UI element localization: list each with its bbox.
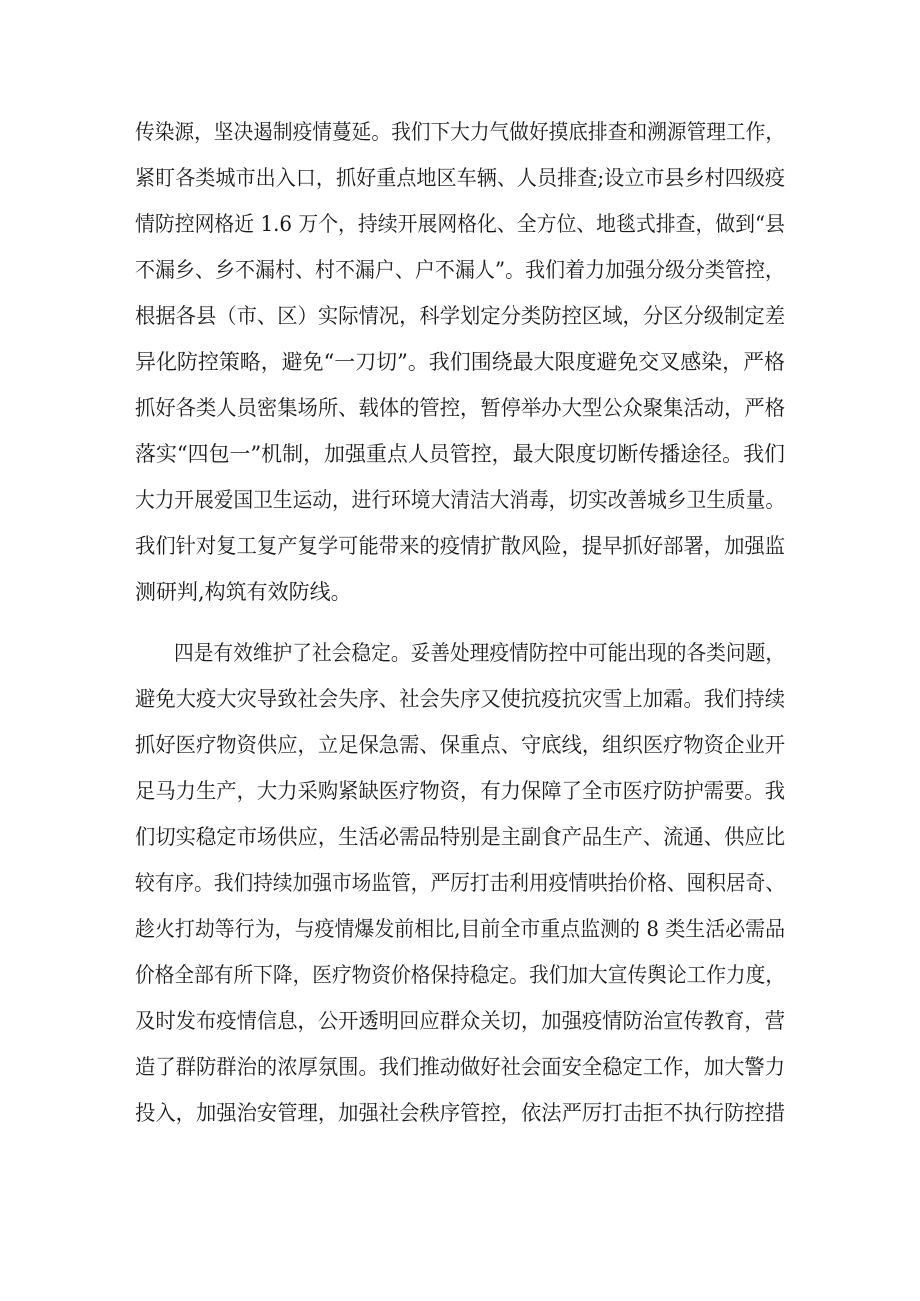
line-text: 情防控网格近 1.6 万个，持续开展网格化、全方位、地毯式排查，做到“县 (135, 212, 786, 236)
line-text: 较有序。我们持续加强市场监管，严厉打击利用疫情哄抬价格、囤积居奇、 (135, 871, 786, 895)
line-text: 我们针对复工复产复学可能带来的疫情扩散风险，提早抓好部署，加强监 (135, 534, 786, 558)
line-text: 及时发布疫情信息，公开透明回应群众关切，加强疫情防治宣传教育，营 (135, 1009, 786, 1033)
text-line (0, 909, 920, 949)
line-text: 四是有效维护了社会稳定。妥善处理疫情防控中可能出现的各类问题， (174, 641, 786, 665)
text-line (0, 725, 920, 765)
line-text: 测研判,构筑有效防线。 (135, 580, 352, 604)
text-line (0, 250, 920, 290)
text-line (0, 480, 920, 520)
line-text: 抓好各类人员密集场所、载体的管控，暂停举办大型公众聚集活动，严格 (135, 396, 786, 420)
text-line (0, 434, 920, 474)
text-line (0, 296, 920, 336)
line-text: 大力开展爱国卫生运动，进行环境大清洁大消毒，切实改善城乡卫生质量。 (135, 488, 786, 512)
text-line (0, 572, 920, 612)
text-line (0, 817, 920, 857)
text-line (0, 204, 920, 244)
line-text: 紧盯各类城市出入口，抓好重点地区车辆、人员排查;设立市县乡村四级疫 (135, 166, 786, 190)
line-text: 落实“四包一”机制，加强重点人员管控，最大限度切断传播途径。我们 (135, 442, 785, 466)
line-text: 们切实稳定市场供应，生活必需品特别是主副食产品生产、流通、供应比 (135, 825, 786, 849)
line-text: 传染源，坚决遏制疫情蔓延。我们下大力气做好摸底排查和溯源管理工作， (135, 120, 786, 144)
text-line (0, 1001, 920, 1041)
line-text: 投入，加强治安管理，加强社会秩序管控，依法严厉打击拒不执行防控措 (135, 1101, 786, 1125)
line-text: 造了群防群治的浓厚氛围。我们推动做好社会面安全稳定工作，加大警力 (135, 1055, 786, 1079)
text-line (0, 158, 920, 198)
text-line (0, 771, 920, 811)
line-text: 不漏乡、乡不漏村、村不漏户、户不漏人”。我们着力加强分级分类管控， (135, 258, 786, 282)
line-text: 抓好医疗物资供应，立足保急需、保重点、守底线，组织医疗物资企业开 (135, 733, 786, 757)
text-line (0, 633, 920, 673)
text-line (0, 1093, 920, 1133)
text-line (0, 112, 920, 152)
text-line (0, 863, 920, 903)
line-text: 避免大疫大灾导致社会失序、社会失序又使抗疫抗灾雪上加霜。我们持续 (135, 687, 786, 711)
line-text: 根据各县（市、区）实际情况，科学划定分类防控区域，分区分级制定差 (135, 304, 786, 328)
line-text: 趁火打劫等行为，与疫情爆发前相比,目前全市重点监测的 8 类生活必需品 (135, 917, 786, 941)
text-line (0, 1047, 920, 1087)
line-text: 异化防控策略，避免“一刀切”。我们围绕最大限度避免交叉感染，严格 (135, 350, 785, 374)
text-line (0, 526, 920, 566)
line-text: 足马力生产，大力采购紧缺医疗物资，有力保障了全市医疗防护需要。我 (135, 779, 786, 803)
text-line (0, 955, 920, 995)
line-text: 价格全部有所下降，医疗物资价格保持稳定。我们加大宣传舆论工作力度， (135, 963, 786, 987)
text-line (0, 679, 920, 719)
text-line (0, 388, 920, 428)
text-line (0, 342, 920, 382)
